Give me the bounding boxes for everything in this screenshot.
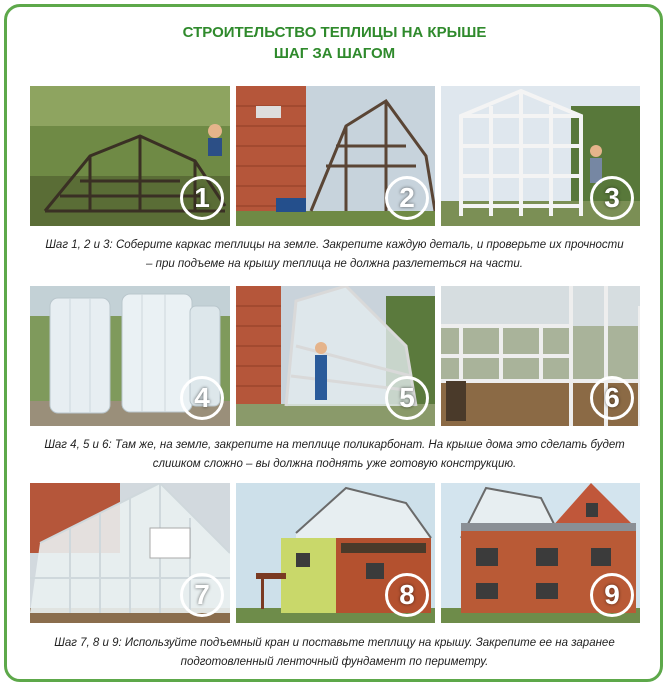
- step-number-3: 3: [590, 176, 634, 220]
- caption-3-line-1: Шаг 7, 8 и 9: Используйте подъемный кран и поставьте теплицу на крышу. Закрепите ее на заранее: [54, 637, 615, 649]
- caption-2-line-1: Шаг 4, 5 и 6: Там же, на земле, закрепите на теплице поликарбонат. На крыше дома это сделать будет: [44, 439, 625, 451]
- caption-1-line-2: – при подъеме на крышу теплица не должна разлететься на части.: [146, 258, 523, 270]
- caption-steps-1-3: [18, 236, 651, 274]
- step-8-photo: [236, 483, 435, 623]
- caption-steps-4-6: [18, 436, 651, 474]
- step-1-photo: [30, 86, 230, 226]
- step-number-1: 1: [180, 176, 224, 220]
- step-number-9: 9: [590, 573, 634, 617]
- caption-3-line-2: подготовленный ленточный фундамент по периметру.: [180, 656, 489, 668]
- step-number-7: 7: [180, 573, 224, 617]
- caption-2-line-2: слишком сложно – вы должна поднять уже готовую конструкцию.: [152, 458, 517, 470]
- step-number-8: 8: [385, 573, 429, 617]
- title-line-2: ШАГ ЗА ШАГОМ: [273, 45, 396, 62]
- caption-steps-7-9: [18, 634, 651, 672]
- title-line-1: СТРОИТЕЛЬСТВО ТЕПЛИЦЫ НА КРЫШЕ: [182, 24, 487, 41]
- caption-1-line-1: Шаг 1, 2 и 3: Соберите каркас теплицы на земле. Закрепите каждую деталь, и проверьте их прочности: [45, 239, 624, 251]
- step-number-2: 2: [385, 176, 429, 220]
- step-6-photo: [441, 286, 640, 426]
- step-9-photo: [441, 483, 640, 623]
- step-3-photo: [441, 86, 640, 226]
- page-title: [0, 22, 669, 64]
- step-4-photo: [30, 286, 230, 426]
- step-2-photo: [236, 86, 435, 226]
- step-number-4: 4: [180, 376, 224, 420]
- step-5-photo: [236, 286, 435, 426]
- step-number-6: 6: [590, 376, 634, 420]
- step-number-5: 5: [385, 376, 429, 420]
- step-7-photo: [30, 483, 230, 623]
